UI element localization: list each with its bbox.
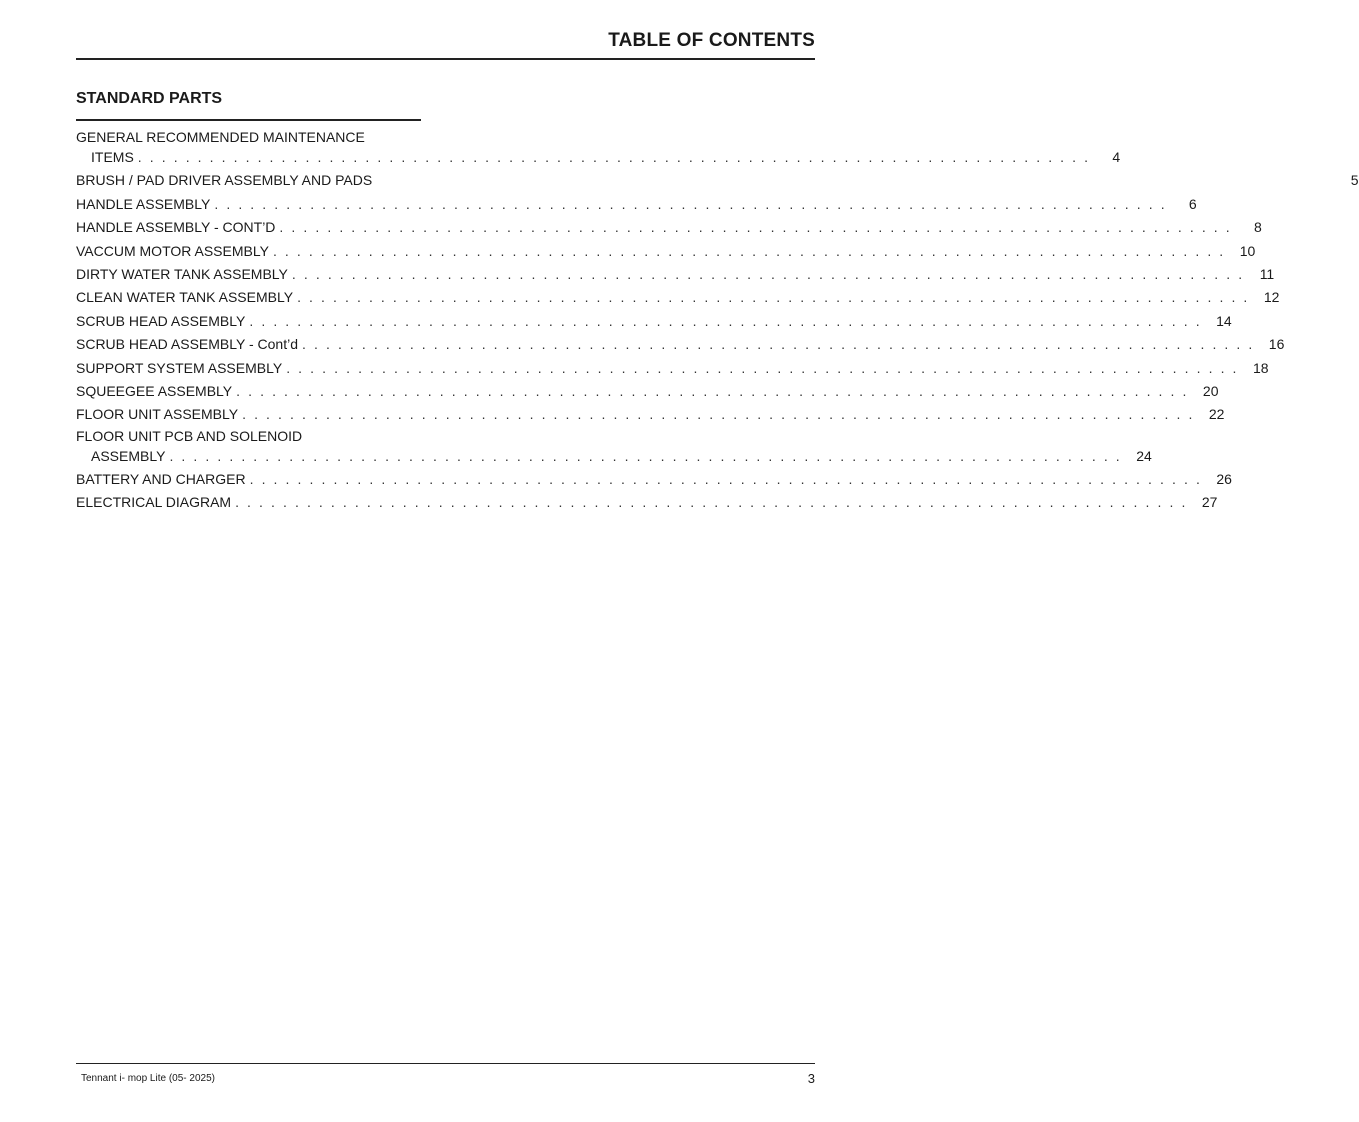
toc-entry[interactable] — [76, 333, 1285, 356]
toc-dot-leader: . . . . . . . . . . . . . . . . . . . . . . . . . . . . . . . . . . . . . . . . . . . . . . . . . . . . . . . . . . . . . . . . . . . . . . . . . . . . . . . . — [249, 471, 1202, 488]
toc-dot-leader: . . . . . . . . . . . . . . . . . . . . . . . . . . . . . . . . . . . . . . . . . . . . . . . . . . . . . . . . . . . . . . . . . . . . . . . . . . . . . . . . — [214, 195, 1167, 212]
section-divider — [76, 119, 421, 121]
table-of-contents — [76, 128, 1359, 515]
toc-entry-title: HANDLE ASSEMBLY — [76, 195, 211, 212]
toc-entry[interactable] — [76, 216, 1262, 239]
toc-page-number: 14 — [1216, 312, 1232, 329]
toc-page-number: 4 — [1112, 149, 1121, 165]
toc-entry[interactable] — [76, 169, 1359, 192]
toc-entry[interactable] — [76, 128, 1121, 169]
toc-page-number: 26 — [1216, 471, 1232, 488]
toc-entry-title-line1: GENERAL RECOMMENDED MAINTENANCE — [76, 129, 365, 145]
toc-entry-title: BRUSH / PAD DRIVER ASSEMBLY AND PADS — [76, 172, 373, 189]
section-title: STANDARD PARTS — [76, 90, 223, 107]
footer-page-number: 3 — [807, 1071, 815, 1086]
toc-page-number: 16 — [1268, 336, 1285, 353]
page-title: TABLE OF CONTENTS — [608, 30, 815, 51]
toc-entry-title: FLOOR UNIT ASSEMBLY — [76, 406, 239, 423]
toc-entry-title: SUPPORT SYSTEM ASSEMBLY — [76, 359, 283, 376]
toc-entry-title: CLEAN WATER TANK ASSEMBLY — [76, 289, 294, 306]
toc-page-number: 22 — [1208, 406, 1225, 423]
toc-page-number: 6 — [1188, 195, 1197, 212]
toc-dot-leader: . . . . . . . . . . . . . . . . . . . . . . . . . . . . . . . . . . . . . . . . . . . . . . . . . . . . . . . . . . . . . . . . . . . . . . . . . . . . . . . . — [137, 149, 1091, 165]
toc-page-number: 20 — [1202, 382, 1219, 399]
toc-dot-leader: . . . . . . . . . . . . . . . . . . . . . . . . . . . . . . . . . . . . . . . . . . . . . . . . . . . . . . . . . . . . . . . . . . . . . . . . . . . . . . . . — [272, 242, 1226, 259]
toc-page-number: 5 — [1350, 172, 1359, 189]
toc-page-number: 11 — [1259, 265, 1275, 282]
toc-dot-leader: . . . . . . . . . . . . . . . . . . . . . . . . . . . . . . . . . . . . . . . . . . . . . . . . . . . . . . . . . . . . . . . . . . . . . . . . . . . . . . . . — [302, 336, 1255, 353]
toc-entry[interactable] — [76, 286, 1280, 309]
toc-entry-title-line1: FLOOR UNIT PCB AND SOLENOID — [76, 427, 303, 444]
toc-dot-leader: . . . . . . . . . . . . . . . . . . . . . . . . . . . . . . . . . . . . . . . . . . . . . . . . . . . . . . . . . . . . . . . . . . . . . . . . . . . . . . . . — [235, 494, 1188, 511]
toc-dot-leader: . . . . . . . . . . . . . . . . . . . . . . . . . . . . . . . . . . . . . . . . . . . . . . . . . . . . . . . . . . . . . . . . . . . . . . . . . . . . . . . . — [169, 447, 1122, 464]
toc-dot-leader: . . . . . . . . . . . . . . . . . . . . . . . . . . . . . . . . . . . . . . . . . . . . . . . . . . . . . . . . . . . . . . . . . . . . . . . . . . . . . . . . — [297, 289, 1250, 306]
toc-page-number: 10 — [1239, 242, 1256, 259]
toc-entry[interactable] — [76, 310, 1232, 333]
toc-page-number: 12 — [1263, 289, 1280, 306]
toc-entry[interactable] — [76, 427, 1152, 468]
toc-page-number: 8 — [1253, 219, 1262, 236]
toc-page-number: 24 — [1136, 447, 1152, 464]
toc-entry[interactable] — [76, 357, 1269, 380]
toc-dot-leader: . . . . . . . . . . . . . . . . . . . . . . . . . . . . . . . . . . . . . . . . . . . . . . . . . . . . . . . . . . . . . . . . . . . . . . . . . . . . . . . . — [291, 265, 1245, 282]
toc-dot-leader: . . . . . . . . . . . . . . . . . . . . . . . . . . . . . . . . . . . . . . . . . . . . . . . . . . . . . . . . . . . . . . . . . . . . . . . . . . . . . . . . — [242, 406, 1195, 423]
toc-entry-title: ITEMS — [91, 149, 134, 165]
toc-entry[interactable] — [76, 403, 1225, 426]
title-divider — [76, 58, 815, 60]
toc-entry-title: DIRTY WATER TANK ASSEMBLY — [76, 265, 288, 282]
toc-entry[interactable] — [76, 193, 1197, 216]
toc-entry[interactable] — [76, 263, 1275, 286]
toc-page-number: 18 — [1252, 359, 1269, 376]
toc-dot-leader: . . . . . . . . . . . . . . . . . . . . . . . . . . . . . . . . . . . . . . . . . . . . . . . . . . . . . . . . . . . . . . . . . . . . . . . . . . . . . . . . — [286, 359, 1239, 376]
footer-document-info: Tennant i- mop Lite (05- 2025) — [81, 1073, 215, 1084]
toc-entry[interactable] — [76, 491, 1218, 514]
toc-entry-title: VACCUM MOTOR ASSEMBLY — [76, 242, 269, 259]
toc-entry-title: SCRUB HEAD ASSEMBLY - Cont’d — [76, 336, 299, 353]
toc-dot-leader: . . . . . . . . . . . . . . . . . . . . . . . . . . . . . . . . . . . . . . . . . . . . . . . . . . . . . . . . . . . . . . . . . . . . . . . . . . . . . . . . — [279, 219, 1232, 236]
toc-entry[interactable] — [76, 240, 1256, 263]
toc-dot-leader: . . . . . . . . . . . . . . . . . . . . . . . . . . . . . . . . . . . . . . . . . . . . . . . . . . . . . . . . . . . . . . . . . . . . . . . . . . . . . . . . — [249, 312, 1202, 329]
toc-entry-title: SCRUB HEAD ASSEMBLY — [76, 312, 246, 329]
toc-entry-title: ELECTRICAL DIAGRAM — [76, 494, 232, 511]
toc-page-number: 27 — [1201, 494, 1218, 511]
footer-divider — [76, 1063, 815, 1064]
toc-entry[interactable] — [76, 468, 1232, 491]
toc-dot-leader: . . . . . . . . . . . . . . . . . . . . . . . . . . . . . . . . . . . . . . . . . . . . . . . . . . . . . . . . . . . . . . . . . . . . . . . . . . . . . . . . — [236, 382, 1189, 399]
toc-entry-title: HANDLE ASSEMBLY - CONT’D — [76, 219, 276, 236]
toc-entry-title: SQUEEGEE ASSEMBLY — [76, 382, 233, 399]
toc-entry[interactable] — [76, 380, 1219, 403]
toc-entry-title: BATTERY AND CHARGER — [76, 471, 246, 488]
toc-entry-title: ASSEMBLY — [91, 447, 166, 464]
